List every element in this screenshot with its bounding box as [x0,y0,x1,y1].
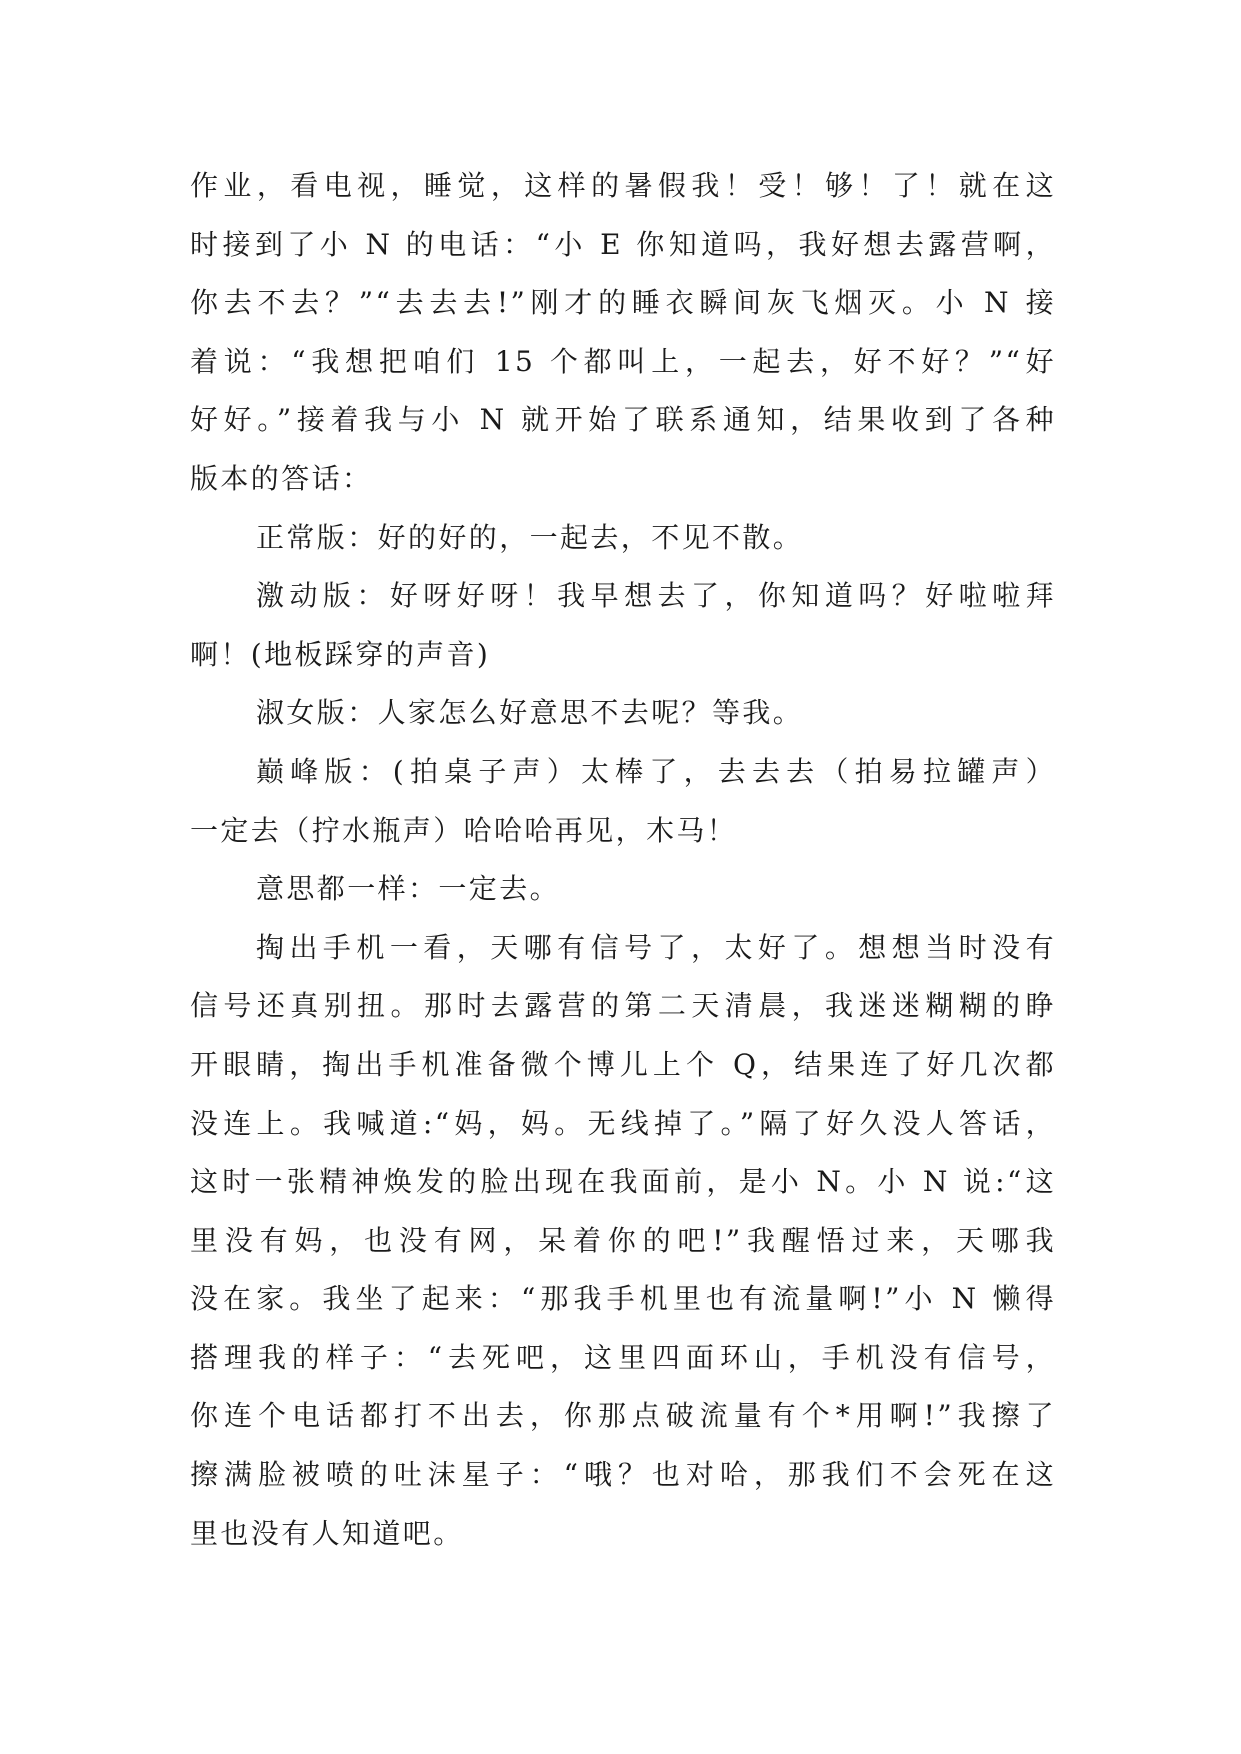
text-line: 啊！(地板踩穿的声音) [190,637,491,671]
text-line: 作业，看电视，睡觉，这样的暑假我！受！够！了！就在这 [190,169,1056,202]
text-line: 意思都一样：一定去。 [256,872,561,906]
text-line: 没连上。我喊道:“妈，妈。无线掉了。”隔了好久没人答话， [190,1106,1056,1140]
text-line: 里也没有人知道吧。 [190,1516,464,1550]
text-line: 开眼睛，掏出手机准备微个博儿上个 Q，结果连了好几次都 [190,1047,1056,1081]
text-line: 里没有妈，也没有网，呆着你的吧!”我醒悟过来，天哪我 [190,1223,1056,1257]
text-line: 淑女版：人家怎么好意思不去呢？等我。 [256,696,804,730]
text-line: 信号还真别扭。那时去露营的第二天清晨，我迷迷糊糊的睁 [190,989,1056,1023]
text-line: 擦满脸被喷的吐沫星子：“哦？也对哈，那我们不会死在这 [190,1458,1056,1492]
text-line: 这时一张精神焕发的脸出现在我面前，是小 N。小 N 说:“这 [190,1165,1056,1199]
text-line: 时接到了小 N 的电话：“小 E 你知道吗，我好想去露营啊， [190,227,1056,261]
text-line: 你连个电话都打不出去，你那点破流量有个*用啊!”我擦了 [190,1399,1056,1433]
text-line: 掏出手机一看，天哪有信号了，太好了。想想当时没有 [256,930,1056,964]
text-line: 你去不去？”“去去去!”刚才的睡衣瞬间灰飞烟灭。小 N 接 [190,286,1056,320]
text-line: 搭理我的样子：“去死吧，这里四面环山，手机没有信号， [190,1340,1056,1374]
text-line: 没在家。我坐了起来：“那我手机里也有流量啊!”小 N 懒得 [190,1282,1056,1316]
text-line: 正常版：好的好的，一起去，不见不散。 [256,520,804,554]
text-line: 激动版：好呀好呀！我早想去了，你知道吗？好啦啦拜 [256,579,1056,613]
text-line: 着说：“我想把咱们 15 个都叫上，一起去，好不好？”“好 [190,344,1056,378]
text-line: 巅峰版：(拍桌子声）太棒了，去去去（拍易拉罐声） [256,754,1056,788]
text-line: 好好。”接着我与小 N 就开始了联系通知，结果收到了各种 [190,403,1056,437]
text-line: 一定去（拧水瓶声）哈哈哈再见，木马！ [190,813,738,847]
body-text [190,157,1056,1563]
text-line: 版本的答话： [190,461,373,495]
